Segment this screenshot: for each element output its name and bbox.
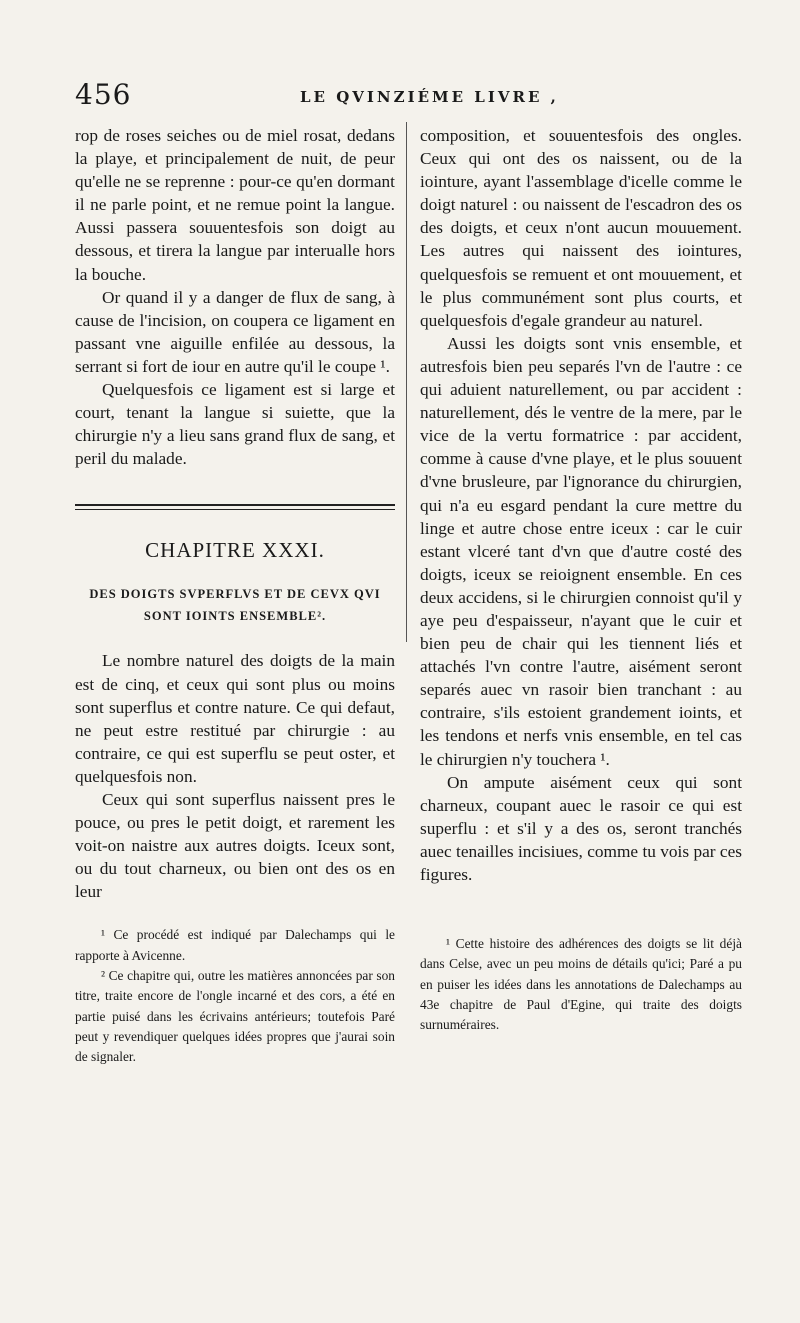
running-head xyxy=(75,78,740,111)
paragraph: composition, et souuentesfois des ongles. Ceux qui ont des os naissent, ou de la iointure, ayant l'assemblage d'icelle comme le doigt naturel : ou naissent de l'escadron des os des doigts, et ceux n'ont aucun mouuement. Les autres qui naissent des iointures, quelquesfois se remuent et ont mouuement, et le plus communément sont plus courts, et quelquesfois d'egale grandeur au naturel. xyxy=(420,126,742,330)
chapter-subtitle-line: SONT IOINTS ENSEMBLE². xyxy=(143,609,327,624)
chapter-rule xyxy=(75,504,395,510)
paragraph: Ceux qui sont superflus naissent pres le pouce, ou pres le petit doigt, et rarement les voit-on naistre aux autres doigts. Iceux sont, ou du tout charneux, ou bien ont des os en leur xyxy=(75,789,395,902)
footnote: ² Ce chapitre qui, outre les matières annoncées par son titre, traite encore de l'ongle incarné et des cors, a été en partie puisé dans les écrivains antérieurs; toutefois Paré peut y revendiquer quelques idées propres que j'aurai soin de signaler. xyxy=(75,968,395,1065)
chapter-subtitle xyxy=(75,583,395,627)
chapter-subtitle-line: DES DOIGTS SVPERFLVS ET DE CEVX QVI xyxy=(89,587,381,602)
paragraph: Le nombre naturel des doigts de la main est de cinq, et ceux qui sont plus ou moins sont superflus et contre nature. Ce qui defaut, ne peut estre restitué par chirurgie : au contraire, ce qui est superflu se peut oster, et quelquesfois non. xyxy=(75,651,395,786)
page-number: 456 xyxy=(75,78,132,111)
right-column xyxy=(420,124,742,1036)
footnotes xyxy=(75,925,395,1067)
chapter-title: CHAPITRE XXXI. xyxy=(145,538,325,563)
paragraph: Aussi les doigts sont vnis ensemble, et autresfois bien peu separés l'vn de l'autre : ce qui aduient naturellement, ou par accident : naturellement, dés le ventre de la mere, par le vice de la vertu formatrice : par accident, comme à cause d'vne playe, et le plus souuent d'vne brusleure, par l'ignorance du chirurgien, qui n'a eu esgard pendant la cure mettre du linge et autre chose entre iceux : car le cuir estant vlceré tant d'vn que d'autre costé des doigts, iceux se reioignent ensemble. En ces deux accidens, si le chirurgien connoist qu'il y aye peu d'espaisseur, n'ayant que le cuir et bien peu de chair qui les tiennent liés et attachés l'vn contre l'autre, aisément seront separés auec vn rasoir bien tranchant : au contraire, s'ils estoient grandement ioints, et les tendons et nerfs vnis ensemble, en tel cas le chirurgien n'y touchera ¹. xyxy=(420,333,742,769)
footnotes xyxy=(420,934,742,1035)
footnote: ¹ Ce procédé est indiqué par Dalechamps qui le rapporte à Avicenne. xyxy=(75,927,395,963)
paragraph: Quelquesfois ce ligament est si large et court, tenant la langue si suiette, que la chirurgie n'y a lieu sans grand flux de sang, et peril du malade. xyxy=(75,380,395,469)
paragraph: Or quand il y a danger de flux de sang, à cause de l'incision, on coupera ce ligament en passant vne aiguille enfilée au dessous, la serrant si fort de iour en autre qu'il le coupe ¹. xyxy=(75,287,395,376)
left-column xyxy=(75,124,395,1068)
column-divider xyxy=(406,122,407,642)
footnote: ¹ Cette histoire des adhérences des doigts se lit déjà dans Celse, avec un peu moins de détails qu'ici; Paré a pu en puiser les idées dans les annotations de Dalechamps au 43e chapitre de Paul d'Egine, qui traite des doigts surnuméraires. xyxy=(420,936,742,1033)
running-title: LE QVINZIÉME LIVRE , xyxy=(300,88,559,106)
chapter-body xyxy=(75,649,395,903)
paragraph: rop de roses seiches ou de miel rosat, dedans la playe, et principalement de nuit, de peur qu'elle ne se reprenne : pour-ce qu'en dormant il ne parle point, et ne remue point la langue. Aussi passera souuentesfois son doigt au dessous, et tirera la langue par interualle hors la bouche. xyxy=(75,126,395,284)
paragraph: On ampute aisément ceux qui sont charneux, coupant auec le rasoir ce qui est superflu : et s'il y a des os, seront tranchés auec tenailles incisiues, comme tu vois par ces figures. xyxy=(420,772,742,884)
